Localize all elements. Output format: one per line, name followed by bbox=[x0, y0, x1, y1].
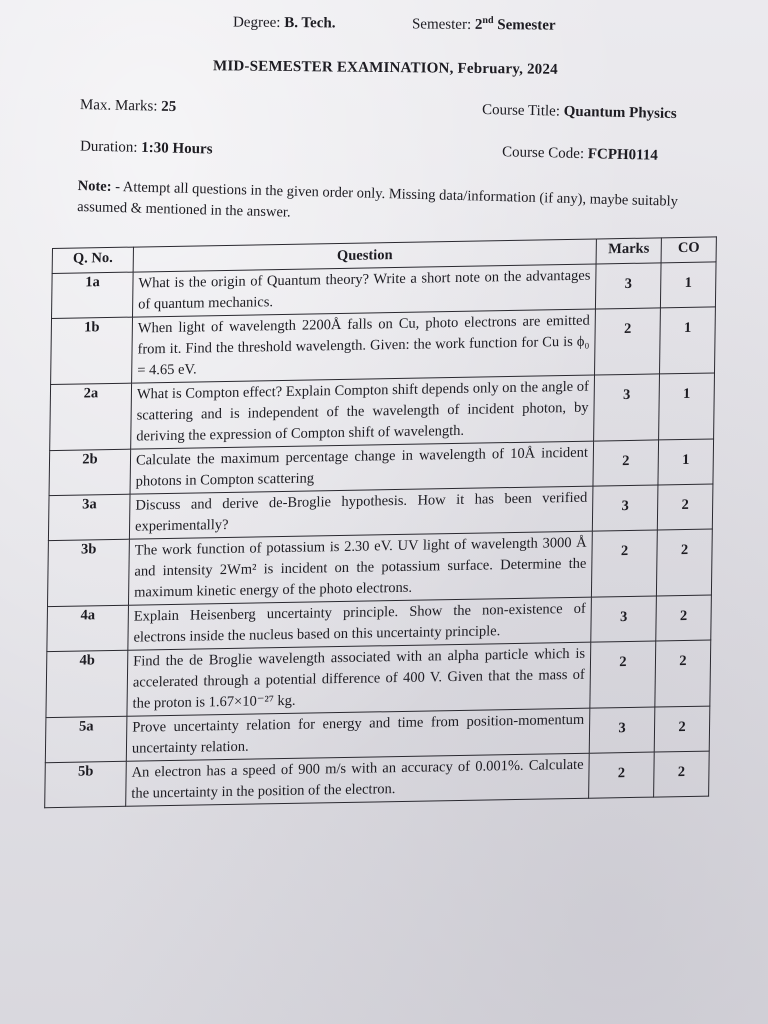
semester-value-rest: Semester bbox=[497, 17, 556, 34]
row-marks: 3 bbox=[591, 596, 657, 642]
note-label: Note: bbox=[77, 177, 112, 195]
course-code-value: FCPH0114 bbox=[587, 146, 659, 164]
row-qno: 1a bbox=[52, 272, 134, 318]
row-marks: 2 bbox=[595, 308, 661, 375]
semester-label: Semester: bbox=[411, 16, 472, 33]
row-co: 1 bbox=[658, 439, 714, 485]
row-qno: 2b bbox=[49, 449, 131, 495]
row-qno: 3b bbox=[47, 539, 129, 606]
header-qno: Q. No. bbox=[52, 247, 133, 273]
degree-line bbox=[233, 15, 336, 33]
questions-table bbox=[44, 236, 717, 808]
row-qno: 4a bbox=[47, 605, 129, 651]
header-question: Question bbox=[133, 239, 596, 272]
row-question: Calculate the maximum percentage change in wavelength of 10Å incident photons in Compton scattering bbox=[130, 441, 594, 494]
duration-line bbox=[80, 138, 213, 158]
course-code-line bbox=[502, 144, 658, 165]
row-question: Find the de Broglie wavelength associated with an alpha particle which is accelerated through a potential difference of 400 V. Given that the mass of the proton is 1.67×10⁻²⁷ kg. bbox=[127, 642, 591, 716]
row-question: What is Compton effect? Explain Compton shift depends only on the angle of scattering and is independent of the wavelength of incident photon, by deriving the expression of Compton shift of wavelength. bbox=[131, 375, 595, 449]
row-co: 1 bbox=[660, 262, 716, 308]
duration-label: Duration: bbox=[79, 138, 138, 156]
header-co: CO bbox=[661, 237, 716, 263]
exam-title: MID-SEMESTER EXAMINATION, February, 2024 bbox=[212, 58, 558, 78]
note-text: - Attempt all questions in the given order only. Missing data/information (if any), maybe suitably assumed & mentioned in the answer. bbox=[76, 178, 679, 221]
table-row bbox=[46, 640, 711, 718]
duration-value: 1:30 Hours bbox=[141, 139, 213, 158]
row-co: 1 bbox=[659, 373, 715, 440]
semester-line bbox=[412, 14, 556, 34]
row-marks: 2 bbox=[589, 752, 655, 798]
max-marks-value: 25 bbox=[161, 98, 177, 116]
course-code-label: Course Code: bbox=[501, 144, 585, 163]
row-co: 2 bbox=[656, 595, 712, 641]
row-qno: 2a bbox=[50, 383, 132, 450]
row-co: 2 bbox=[655, 640, 711, 707]
table-row bbox=[50, 373, 715, 451]
row-question: The work function of potassium is 2.30 eV. UV light of wavelength 3000 Å and intensity 2Wm² is incident on the potassium surface. Determine the maximum kinetic energy of the photo electrons. bbox=[128, 531, 592, 605]
max-marks-label: Max. Marks: bbox=[79, 96, 158, 115]
row-co: 2 bbox=[654, 751, 710, 797]
row-marks: 3 bbox=[595, 263, 661, 309]
row-co: 2 bbox=[657, 484, 713, 530]
degree-value: B. Tech. bbox=[284, 15, 336, 32]
row-co: 2 bbox=[654, 706, 710, 752]
table-row bbox=[51, 307, 716, 385]
note bbox=[77, 176, 728, 235]
course-title-line bbox=[482, 102, 677, 123]
row-question: When light of wavelength 2200Å falls on Cu, photo electrons are emitted from it. Find the threshold wavelength. Given: the work function for Cu is ϕ₀ = 4.65 eV. bbox=[132, 309, 596, 383]
row-question: Explain Heisenberg uncertainty principle. Show the non-existence of electrons inside the nucleus based on this uncertainty principle. bbox=[128, 597, 592, 650]
row-marks: 2 bbox=[591, 530, 657, 597]
header-marks: Marks bbox=[596, 238, 661, 264]
row-qno: 5a bbox=[45, 716, 127, 762]
course-title-value: Quantum Physics bbox=[563, 103, 677, 123]
row-qno: 5b bbox=[45, 761, 127, 807]
row-question: An electron has a speed of 900 m/s with an accuracy of 0.001%. Calculate the uncertainty in the position of the electron. bbox=[126, 753, 590, 806]
row-marks: 3 bbox=[592, 485, 658, 531]
row-marks: 3 bbox=[589, 707, 655, 753]
row-qno: 3a bbox=[48, 494, 130, 540]
row-qno: 1b bbox=[51, 317, 133, 384]
row-question: Prove uncertainty relation for energy and time from position-momentum uncertainty relation. bbox=[126, 708, 590, 761]
row-question: What is the origin of Quantum theory? Write a short note on the advantages of quantum mechanics. bbox=[133, 264, 597, 317]
semester-value-num: 2 bbox=[474, 16, 483, 33]
row-co: 1 bbox=[660, 307, 716, 374]
row-question: Discuss and derive de-Broglie hypothesis. How it has been verified experimentally? bbox=[129, 486, 593, 539]
row-marks: 3 bbox=[594, 374, 660, 441]
row-qno: 4b bbox=[46, 650, 128, 717]
degree-label: Degree: bbox=[232, 14, 281, 31]
course-title-label: Course Title: bbox=[481, 101, 561, 120]
row-co: 2 bbox=[656, 529, 712, 596]
semester-value-sup: nd bbox=[482, 14, 494, 27]
row-marks: 2 bbox=[590, 641, 656, 708]
max-marks-line bbox=[80, 97, 177, 116]
table-row bbox=[47, 529, 712, 607]
row-marks: 2 bbox=[593, 440, 659, 486]
